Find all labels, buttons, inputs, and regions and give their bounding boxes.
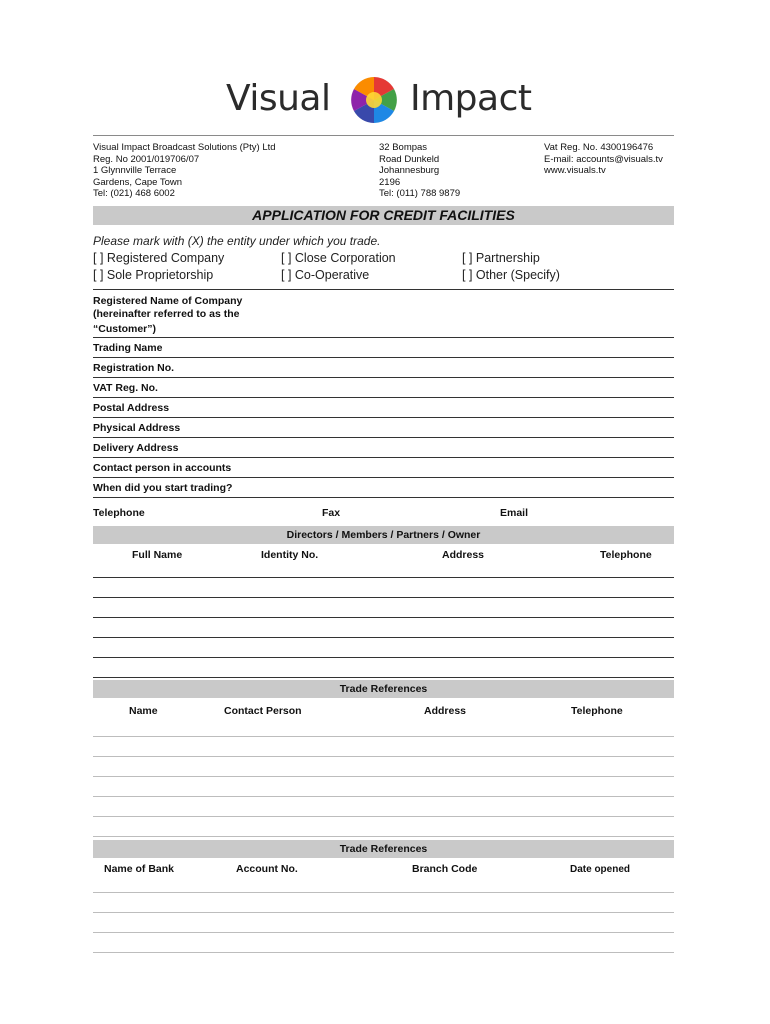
trade-refs-title: Trade References	[339, 683, 428, 695]
contact-person-field[interactable]	[93, 477, 674, 478]
trade-ref-row[interactable]	[93, 736, 674, 737]
col-address: Address	[442, 549, 485, 561]
director-row[interactable]	[93, 617, 674, 618]
director-row[interactable]	[93, 577, 674, 578]
branch-info	[379, 142, 460, 200]
branch-tel: Tel: (011) 788 9879	[379, 188, 461, 199]
option-registered-company[interactable]: [ ] Registered Company	[93, 251, 225, 265]
vat-reg-no-label: VAT Reg. No.	[93, 382, 158, 394]
trade-ref-row[interactable]	[93, 756, 674, 757]
delivery-address-field[interactable]	[93, 457, 674, 458]
trade-ref-row[interactable]	[93, 816, 674, 817]
fax-label: Fax	[322, 507, 341, 519]
start-trading-field[interactable]	[93, 497, 674, 498]
branch-address-3: Johannesburg	[379, 165, 440, 176]
form-title: APPLICATION FOR CREDIT FACILITIES	[252, 207, 515, 223]
branch-address-2: Road Dunkeld	[379, 153, 440, 165]
trade-ref-row[interactable]	[93, 836, 674, 837]
trade-ref-row[interactable]	[93, 776, 674, 777]
col-account-no: Account No.	[236, 863, 298, 875]
bank-row[interactable]	[93, 952, 674, 953]
company-name: Visual Impact Broadcast Solutions (Pty) Ltd	[93, 142, 276, 153]
director-row[interactable]	[93, 597, 674, 598]
col-name-of-bank: Name of Bank	[104, 863, 175, 875]
registered-name-field[interactable]	[93, 337, 674, 338]
delivery-address-label: Delivery Address	[93, 442, 179, 454]
director-row[interactable]	[93, 657, 674, 658]
physical-address-label: Physical Address	[93, 422, 181, 434]
branch-address-4: 2196	[379, 176, 401, 188]
col-telephone: Telephone	[600, 549, 652, 561]
trading-name-field[interactable]	[93, 357, 674, 358]
company-address-2: Gardens, Cape Town	[93, 176, 183, 188]
col-full-name: Full Name	[132, 549, 183, 561]
company-reg: Reg. No 2001/019706/07	[93, 153, 200, 165]
trade-refs-section-header	[93, 680, 674, 698]
bank-row[interactable]	[93, 912, 674, 913]
company-logo	[226, 74, 556, 126]
col-identity-no: Identity No.	[261, 549, 319, 561]
director-row[interactable]	[93, 637, 674, 638]
entity-instruction: Please mark with (X) the entity under which you trade.	[93, 234, 381, 248]
trading-name-label: Trading Name	[93, 342, 163, 354]
option-partnership[interactable]: [ ] Partnership	[462, 251, 540, 265]
bank-row[interactable]	[93, 892, 674, 893]
registered-name-line-3: “Customer”)	[93, 323, 157, 335]
option-co-operative[interactable]: [ ] Co-Operative	[281, 268, 370, 282]
col-date-opened: Date opened	[570, 864, 631, 875]
directors-section-header	[93, 526, 674, 544]
bank-row[interactable]	[93, 932, 674, 933]
vat-reg-no-field[interactable]	[93, 397, 674, 398]
company-tel: Tel: (021) 468 6002	[93, 188, 175, 199]
bank-section-title: Trade References	[339, 843, 428, 855]
registration-no-field[interactable]	[93, 377, 674, 378]
company-address-1: 1 Glynnville Terrace	[93, 165, 177, 176]
registered-name-label	[93, 295, 242, 336]
vat-reg: Vat Reg. No. 4300196476	[544, 142, 654, 153]
logo-word-visual: Visual	[226, 78, 331, 119]
option-other-specify[interactable]: [ ] Other (Specify)	[462, 268, 560, 282]
trade-ref-row[interactable]	[93, 796, 674, 797]
vat-info	[544, 142, 663, 177]
col-telephone: Telephone	[571, 705, 623, 717]
col-name: Name	[129, 705, 158, 717]
postal-address-label: Postal Address	[93, 402, 170, 414]
website: www.visuals.tv	[544, 165, 606, 176]
registered-name-line-1: Registered Name of Company	[93, 295, 243, 307]
col-contact-person: Contact Person	[224, 705, 302, 717]
col-address: Address	[424, 705, 467, 717]
registration-no-label: Registration No.	[93, 362, 175, 374]
postal-address-field[interactable]	[93, 417, 674, 418]
form-title-bar	[93, 206, 674, 225]
director-row[interactable]	[93, 677, 674, 678]
divider	[93, 289, 674, 290]
branch-address-1: 32 Bompas	[379, 142, 428, 153]
option-close-corporation[interactable]: [ ] Close Corporation	[281, 251, 396, 265]
registered-name-line-2: (hereinafter referred to as the	[93, 308, 240, 320]
col-branch-code: Branch Code	[412, 863, 478, 875]
company-info	[93, 142, 276, 200]
bank-section-header	[93, 840, 674, 858]
telephone-label: Telephone	[93, 507, 145, 519]
header-rule	[93, 135, 674, 136]
logo-circle-icon	[344, 74, 404, 126]
start-trading-label: When did you start trading?	[93, 482, 233, 494]
physical-address-field[interactable]	[93, 437, 674, 438]
email-label: Email	[500, 507, 529, 519]
contact-person-label: Contact person in accounts	[93, 462, 232, 474]
directors-title: Directors / Members / Partners / Owner	[286, 529, 481, 541]
logo-word-impact: Impact	[410, 78, 532, 119]
option-sole-proprietorship[interactable]: [ ] Sole Proprietorship	[93, 268, 214, 282]
contact-email: E-mail: accounts@visuals.tv	[544, 153, 663, 165]
